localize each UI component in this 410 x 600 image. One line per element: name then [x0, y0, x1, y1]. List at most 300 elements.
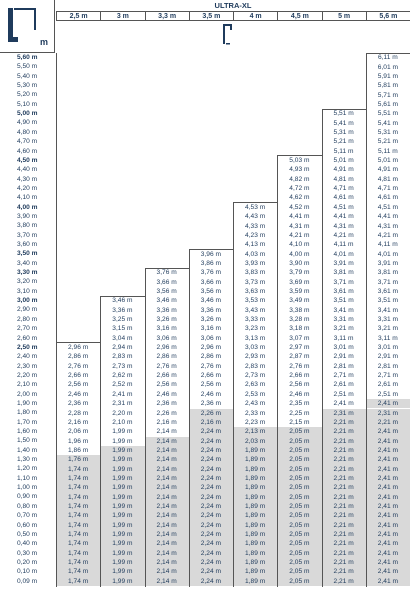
table-cell: 3,26 m	[156, 316, 177, 323]
table-cell: 1,76 m	[56, 455, 100, 464]
height-row-label: 4,10 m	[17, 194, 38, 202]
height-row-label: 0,10 m	[17, 568, 38, 576]
table-cell: 1,89 m	[233, 567, 277, 576]
table-cell: 1,99 m	[100, 521, 144, 530]
table-cell: 3,11 m	[333, 334, 354, 342]
table-cell: 2,05 m	[277, 483, 321, 492]
height-row-label: 0,40 m	[17, 540, 38, 548]
table-cell: 2,05 m	[277, 493, 321, 502]
table-cell: 2,14 m	[145, 521, 189, 530]
table-cell: 2,41 m	[366, 474, 410, 483]
table-cell: 3,71 m	[333, 278, 354, 286]
table-cell: 2,62 m	[112, 372, 133, 380]
table-cell: 1,89 m	[233, 577, 277, 586]
table-cell: 2,21 m	[322, 437, 366, 446]
table-cell: 3,31 m	[333, 316, 354, 323]
table-cell: 4,33 m	[245, 222, 266, 230]
table-cell: 2,21 m	[322, 549, 366, 558]
width-col-header: 3 m	[100, 11, 144, 21]
height-row-label: 3,80 m	[17, 222, 38, 230]
table-cell: 1,99 m	[100, 549, 144, 558]
table-cell: 5,81 m	[377, 82, 398, 90]
table-cell: 2,41 m	[366, 558, 410, 567]
height-row-label: 3,40 m	[17, 259, 38, 267]
dimension-table	[0, 53, 410, 600]
table-cell: 2,24 m	[189, 427, 233, 436]
table-cell: 2,24 m	[189, 502, 233, 511]
height-row-label: 4,40 m	[17, 166, 38, 174]
table-cell: 1,99 m	[100, 577, 144, 586]
table-cell: 2,36 m	[156, 400, 177, 408]
table-cell: 3,01 m	[377, 344, 398, 352]
table-cell: 1,89 m	[233, 539, 277, 548]
table-cell: 2,05 m	[277, 539, 321, 548]
width-col-header: 5 m	[322, 11, 366, 21]
table-cell: 4,91 m	[377, 166, 398, 174]
table-cell: 2,61 m	[377, 381, 398, 389]
table-cell: 2,24 m	[189, 493, 233, 502]
table-cell: 3,63 m	[245, 287, 266, 295]
table-cell: 3,46 m	[200, 297, 221, 305]
height-row-label: 5,30 m	[17, 82, 38, 90]
table-cell: 4,03 m	[245, 250, 266, 258]
width-header-row	[56, 11, 410, 21]
height-row-label: 4,60 m	[17, 147, 38, 155]
table-cell: 2,41 m	[366, 446, 410, 455]
column-top-border	[56, 342, 100, 343]
table-cell: 2,36 m	[200, 400, 221, 408]
height-row-label: 3,90 m	[17, 212, 38, 220]
table-cell: 2,24 m	[189, 539, 233, 548]
table-cell: 2,16 m	[156, 418, 177, 426]
table-cell: 5,01 m	[377, 157, 398, 165]
table-cell: 4,71 m	[333, 185, 354, 193]
table-cell: 5,51 m	[333, 110, 354, 118]
table-cell: 2,14 m	[145, 539, 189, 548]
table-cell: 3,96 m	[200, 250, 221, 258]
table-cell: 3,49 m	[289, 297, 310, 305]
table-cell: 2,14 m	[145, 577, 189, 586]
height-row-label: 0,80 m	[17, 502, 38, 510]
table-cell: 4,43 m	[245, 213, 266, 221]
height-row-label: 2,00 m	[17, 390, 38, 398]
table-cell: 3,15 m	[112, 325, 133, 333]
height-row-label: 1,10 m	[17, 474, 38, 482]
column-top-border	[145, 268, 189, 269]
table-cell: 1,89 m	[233, 483, 277, 492]
table-cell: 2,66 m	[289, 372, 310, 380]
width-col-header: 4 m	[233, 11, 277, 21]
table-cell: 3,81 m	[333, 269, 354, 277]
table-cell: 3,21 m	[333, 325, 354, 333]
table-cell: 3,90 m	[289, 259, 310, 267]
table-cell: 3,38 m	[289, 306, 310, 314]
table-cell: 4,91 m	[333, 166, 354, 174]
table-cell: 1,89 m	[233, 465, 277, 474]
table-cell: 2,24 m	[189, 530, 233, 539]
column-border	[366, 53, 367, 587]
table-cell: 2,87 m	[289, 353, 310, 361]
table-cell: 2,53 m	[245, 390, 266, 398]
table-cell: 1,74 m	[56, 539, 100, 548]
table-cell: 2,14 m	[145, 483, 189, 492]
table-cell: 4,31 m	[377, 222, 398, 230]
table-cell: 2,41 m	[366, 455, 410, 464]
table-cell: 3,71 m	[377, 278, 398, 286]
height-row-label: 4,90 m	[17, 119, 38, 127]
height-row-label: 0,90 m	[17, 493, 38, 501]
height-row-label: 0,60 m	[17, 521, 38, 529]
table-cell: 2,21 m	[322, 558, 366, 567]
table-cell: 2,24 m	[189, 455, 233, 464]
height-row-label: 1,60 m	[17, 428, 38, 435]
table-cell: 2,41 m	[366, 502, 410, 511]
height-row-label: 4,50 m	[17, 156, 38, 164]
table-cell: 2,93 m	[245, 353, 266, 361]
table-cell: 2,41 m	[366, 465, 410, 474]
table-cell: 1,99 m	[100, 567, 144, 576]
table-cell: 2,14 m	[145, 558, 189, 567]
table-cell: 2,56 m	[200, 381, 221, 389]
table-cell: 2,33 m	[245, 409, 266, 417]
table-cell: 1,89 m	[233, 558, 277, 567]
table-cell: 3,04 m	[112, 334, 133, 342]
table-cell: 2,41 m	[366, 521, 410, 530]
table-cell: 3,16 m	[156, 325, 177, 333]
table-cell: 5,31 m	[333, 129, 354, 136]
table-cell: 2,46 m	[68, 390, 89, 398]
table-cell: 2,21 m	[322, 539, 366, 548]
width-col-header: 5,6 m	[366, 11, 410, 21]
table-cell: 1,86 m	[68, 446, 89, 454]
table-cell: 2,81 m	[377, 362, 398, 370]
height-row-label: 5,60 m	[17, 54, 38, 61]
table-cell: 2,26 m	[189, 409, 233, 418]
table-cell: 1,89 m	[233, 446, 277, 455]
table-cell: 5,91 m	[377, 72, 398, 80]
table-cell: 2,76 m	[200, 362, 221, 370]
table-cell: 3,41 m	[377, 306, 398, 314]
table-cell: 2,61 m	[333, 381, 354, 389]
table-cell: 3,93 m	[245, 259, 266, 267]
table-cell: 2,52 m	[112, 381, 133, 389]
table-cell: 5,11 m	[333, 147, 354, 155]
height-row-label: 3,50 m	[17, 250, 38, 258]
table-cell: 5,31 m	[377, 129, 398, 136]
table-cell: 3,91 m	[333, 259, 354, 267]
table-cell: 2,41 m	[366, 539, 410, 548]
table-cell: 2,05 m	[277, 437, 321, 446]
table-cell: 3,21 m	[377, 325, 398, 333]
height-row-label: 4,70 m	[17, 138, 38, 146]
table-cell: 3,11 m	[378, 334, 398, 342]
column-border	[277, 155, 278, 587]
table-cell: 2,46 m	[289, 390, 310, 398]
height-row-label: 5,50 m	[17, 63, 38, 71]
table-cell: 2,21 m	[322, 530, 366, 539]
table-cell: 5,21 m	[333, 138, 354, 146]
table-cell: 2,71 m	[333, 372, 354, 380]
column-top-border	[233, 202, 277, 203]
height-row-label: 1,70 m	[17, 418, 38, 426]
table-cell: 5,03 m	[289, 157, 310, 165]
table-cell: 2,76 m	[68, 362, 89, 370]
height-row-label: 1,20 m	[17, 465, 38, 473]
height-row-label: 2,60 m	[17, 334, 38, 342]
unit-label: m	[40, 37, 49, 47]
table-cell: 2,73 m	[245, 372, 266, 380]
table-cell: 1,74 m	[56, 502, 100, 511]
table-cell: 2,06 m	[68, 428, 89, 436]
table-cell: 1,99 m	[112, 428, 133, 436]
table-cell: 2,24 m	[189, 474, 233, 483]
height-row-label: 4,00 m	[17, 203, 38, 211]
table-cell: 1,74 m	[56, 567, 100, 576]
product-title: ULTRA-XL	[214, 1, 252, 10]
table-cell: 4,41 m	[333, 213, 354, 221]
table-cell: 3,61 m	[333, 287, 354, 295]
table-cell: 2,24 m	[189, 437, 233, 446]
table-cell: 2,96 m	[200, 344, 221, 352]
table-cell: 4,11 m	[378, 241, 398, 249]
height-row-label: 1,50 m	[17, 437, 38, 445]
table-cell: 1,74 m	[56, 530, 100, 539]
table-cell: 2,05 m	[277, 474, 321, 483]
table-cell: 2,10 m	[112, 418, 133, 426]
table-cell: 4,10 m	[289, 241, 310, 249]
table-cell: 2,41 m	[366, 567, 410, 576]
table-cell: 3,46 m	[156, 297, 177, 305]
height-row-label: 0,20 m	[17, 558, 38, 566]
table-cell: 3,83 m	[245, 269, 266, 277]
table-cell: 3,51 m	[377, 297, 398, 305]
table-cell: 3,73 m	[245, 278, 266, 286]
unit-corner	[0, 0, 55, 53]
table-cell: 2,46 m	[156, 390, 177, 398]
table-cell: 1,99 m	[100, 465, 144, 474]
table-cell: 4,21 m	[289, 231, 310, 239]
table-cell: 4,61 m	[333, 194, 354, 202]
height-row-label: 2,20 m	[17, 371, 38, 379]
table-cell: 3,36 m	[200, 306, 221, 314]
table-cell: 4,51 m	[377, 203, 398, 211]
table-cell: 2,41 m	[333, 400, 354, 408]
height-row-label: 1,00 m	[17, 484, 38, 492]
table-cell: 2,76 m	[289, 362, 310, 370]
height-row-label: 3,60 m	[17, 241, 38, 248]
table-cell: 2,86 m	[200, 353, 221, 361]
column-border	[56, 53, 57, 587]
table-cell: 2,71 m	[377, 372, 398, 380]
table-cell: 2,31 m	[112, 400, 133, 408]
table-cell: 2,24 m	[189, 511, 233, 520]
table-cell: 2,56 m	[156, 381, 177, 389]
table-cell: 6,11 m	[378, 54, 398, 62]
table-cell: 2,15 m	[289, 418, 310, 426]
table-cell: 4,82 m	[289, 175, 310, 183]
table-cell: 4,81 m	[377, 175, 398, 183]
height-row-label: 1,90 m	[17, 399, 38, 407]
table-cell: 2,05 m	[277, 521, 321, 530]
table-cell: 2,94 m	[112, 344, 133, 352]
table-cell: 4,41 m	[377, 213, 398, 221]
table-cell: 5,21 m	[377, 138, 398, 146]
table-cell: 2,51 m	[333, 390, 354, 398]
table-cell: 2,24 m	[189, 558, 233, 567]
table-cell: 1,89 m	[233, 549, 277, 558]
column-top-border	[366, 53, 410, 54]
table-cell: 2,05 m	[277, 465, 321, 474]
height-row-label: 3,20 m	[17, 278, 38, 286]
table-cell: 4,00 m	[289, 250, 310, 258]
table-cell: 5,61 m	[377, 100, 398, 108]
column-border	[100, 296, 101, 587]
table-cell: 2,66 m	[200, 372, 221, 380]
width-col-header: 3,5 m	[189, 11, 233, 21]
table-cell: 2,35 m	[289, 400, 310, 408]
height-row-label: 4,20 m	[17, 184, 38, 192]
table-cell: 2,05 m	[277, 427, 321, 436]
table-cell: 2,16 m	[189, 418, 233, 427]
table-cell: 2,14 m	[145, 511, 189, 520]
table-cell: 5,11 m	[378, 147, 398, 155]
height-row-label: 0,50 m	[17, 530, 38, 538]
table-cell: 2,91 m	[333, 353, 354, 361]
height-row-label: 1,40 m	[17, 446, 38, 454]
table-cell: 2,73 m	[112, 362, 133, 370]
table-cell: 1,74 m	[56, 483, 100, 492]
table-cell: 4,31 m	[333, 222, 354, 230]
table-cell: 2,24 m	[189, 465, 233, 474]
table-cell: 2,05 m	[277, 549, 321, 558]
column-border	[233, 202, 234, 587]
table-cell: 2,41 m	[366, 493, 410, 502]
table-cell: 4,21 m	[333, 231, 354, 239]
table-cell: 4,81 m	[333, 175, 354, 183]
table-cell: 2,14 m	[145, 446, 189, 455]
table-cell: 3,23 m	[245, 325, 266, 333]
table-cell: 2,24 m	[189, 483, 233, 492]
height-row-label: 2,50 m	[17, 343, 38, 351]
table-cell: 1,89 m	[233, 530, 277, 539]
table-cell: 1,74 m	[56, 474, 100, 483]
table-cell: 1,74 m	[56, 465, 100, 474]
table-cell: 6,01 m	[377, 63, 398, 71]
table-cell: 4,13 m	[245, 241, 266, 249]
table-cell: 3,61 m	[377, 287, 398, 295]
table-cell: 2,14 m	[145, 437, 189, 446]
height-row-label: 2,70 m	[17, 325, 38, 333]
table-cell: 1,74 m	[56, 493, 100, 502]
table-cell: 3,59 m	[289, 287, 310, 295]
table-cell: 4,61 m	[377, 194, 398, 202]
table-cell: 2,41 m	[366, 399, 410, 408]
table-cell: 2,41 m	[366, 577, 410, 586]
height-row-label: 1,30 m	[17, 456, 38, 464]
table-cell: 5,51 m	[377, 110, 398, 118]
table-cell: 3,01 m	[333, 344, 354, 352]
table-cell: 3,56 m	[200, 287, 221, 295]
table-cell: 5,41 m	[333, 119, 354, 127]
table-cell: 1,99 m	[100, 502, 144, 511]
height-row-label: 0,09 m	[17, 577, 38, 585]
column-top-border	[100, 296, 144, 297]
table-cell: 4,31 m	[289, 222, 310, 230]
table-cell: 2,41 m	[366, 530, 410, 539]
height-row-label: 5,00 m	[17, 110, 38, 118]
table-cell: 3,16 m	[200, 325, 221, 333]
table-cell: 1,99 m	[100, 446, 144, 455]
height-row-label: 3,00 m	[17, 297, 38, 305]
table-cell: 2,43 m	[245, 400, 266, 408]
table-cell: 2,66 m	[156, 372, 177, 380]
table-cell: 2,91 m	[377, 353, 398, 361]
table-cell: 2,14 m	[145, 455, 189, 464]
table-cell: 3,26 m	[200, 316, 221, 323]
table-cell: 3,76 m	[156, 269, 177, 277]
column-border	[145, 268, 146, 587]
table-cell: 3,51 m	[333, 297, 354, 305]
table-cell: 5,01 m	[333, 157, 354, 165]
table-cell: 2,24 m	[189, 549, 233, 558]
table-cell: 2,21 m	[322, 521, 366, 530]
product-profile-icon	[222, 23, 234, 49]
table-cell: 1,99 m	[100, 493, 144, 502]
table-cell: 2,96 m	[156, 344, 177, 352]
table-cell: 2,14 m	[145, 493, 189, 502]
column-border	[322, 109, 323, 587]
table-cell: 2,26 m	[156, 409, 177, 417]
table-cell: 3,36 m	[156, 306, 177, 314]
table-cell: 4,21 m	[377, 231, 398, 239]
table-cell: 2,63 m	[245, 381, 266, 389]
height-row-label: 3,70 m	[17, 231, 38, 239]
table-cell: 2,14 m	[145, 465, 189, 474]
table-cell: 2,25 m	[289, 409, 310, 417]
table-cell: 4,62 m	[289, 194, 310, 202]
height-row-label: 2,30 m	[17, 362, 38, 370]
table-cell: 1,74 m	[56, 511, 100, 520]
table-cell: 2,21 m	[322, 511, 366, 520]
table-cell: 3,36 m	[112, 306, 133, 314]
table-cell: 2,46 m	[200, 390, 221, 398]
table-cell: 3,86 m	[200, 259, 221, 267]
table-cell: 2,21 m	[322, 502, 366, 511]
table-cell: 2,05 m	[277, 511, 321, 520]
table-cell: 1,96 m	[68, 437, 89, 445]
table-cell: 2,41 m	[366, 549, 410, 558]
height-row-label: 5,20 m	[17, 91, 38, 99]
table-cell: 2,14 m	[145, 549, 189, 558]
table-cell: 3,79 m	[289, 269, 310, 277]
table-cell: 3,56 m	[156, 287, 177, 295]
table-cell: 1,89 m	[233, 455, 277, 464]
table-cell: 1,89 m	[233, 521, 277, 530]
table-cell: 2,05 m	[277, 455, 321, 464]
table-cell: 1,99 m	[100, 483, 144, 492]
table-cell: 2,14 m	[145, 567, 189, 576]
table-cell: 2,86 m	[156, 353, 177, 361]
table-cell: 3,33 m	[245, 316, 266, 323]
table-cell: 2,14 m	[145, 530, 189, 539]
table-cell: 1,89 m	[233, 474, 277, 483]
table-cell: 2,05 m	[277, 502, 321, 511]
table-cell: 3,18 m	[289, 325, 310, 333]
table-cell: 1,89 m	[233, 493, 277, 502]
table-cell: 2,21 m	[322, 427, 366, 436]
table-cell: 5,41 m	[377, 119, 398, 127]
table-cell: 4,41 m	[289, 213, 310, 221]
